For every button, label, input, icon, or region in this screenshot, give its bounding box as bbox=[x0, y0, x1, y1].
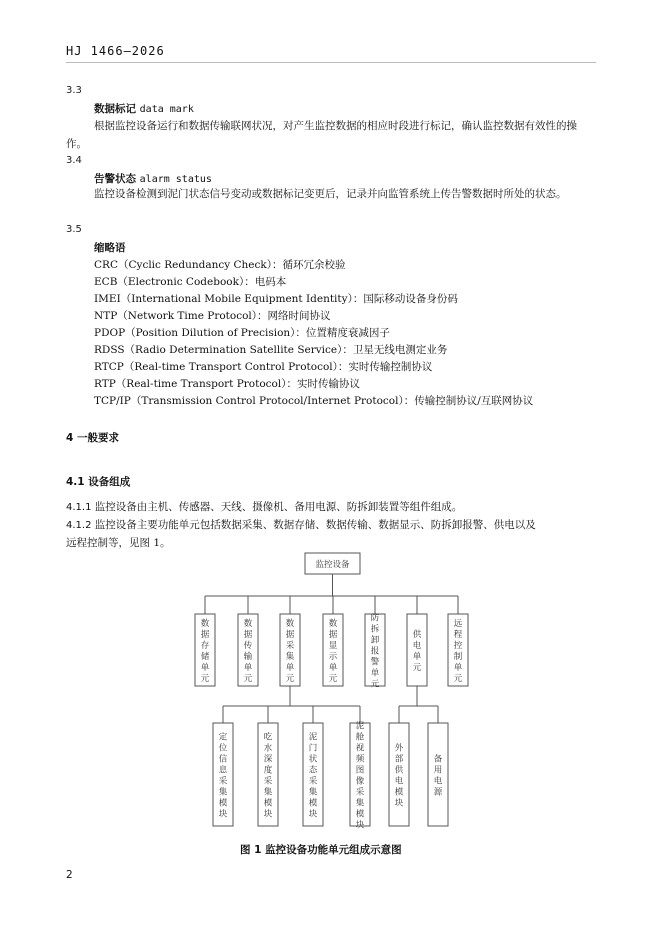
acquisition-module-node-label: 吃水深度采集模块 bbox=[263, 732, 273, 820]
document-code: HJ 1466—2026 bbox=[66, 44, 165, 58]
clause-number: 4.1.1 bbox=[66, 502, 92, 513]
acquisition-module-node-label: 泥门状态采集模块 bbox=[308, 732, 318, 820]
unit-node-label: 供电单元 bbox=[412, 630, 422, 673]
clause-number-3-3: 3.3 bbox=[66, 85, 82, 96]
term-zh: 数据标记 bbox=[94, 103, 136, 115]
acquisition-module-node bbox=[258, 723, 278, 826]
clause-number-3-5: 3.5 bbox=[66, 224, 82, 235]
definition-3-3: 根据监控设备运行和数据传输联网状况，对产生监控数据的相应时段进行标记，确认监控数据有效性的操作。 bbox=[66, 120, 577, 150]
abbreviation-item: TCP/IP（Transmission Control Protocol/Internet Protocol）：传输控制协议/互联网协议 bbox=[94, 395, 534, 407]
unit-node-label: 远程控制单元 bbox=[453, 619, 463, 684]
acquisition-module-node bbox=[213, 723, 233, 826]
page-number: 2 bbox=[66, 869, 73, 881]
acquisition-module-node-label: 泥舱视频图像采集模块 bbox=[355, 721, 365, 831]
section-4-1-heading: 4.1 设备组成 bbox=[66, 476, 131, 488]
unit-node-label: 数据传输单元 bbox=[243, 619, 253, 684]
abbreviation-item: NTP（Network Time Protocol）：网络时间协议 bbox=[94, 310, 331, 322]
abbreviation-item: RTP（Real-time Transport Protocol）：实时传输协议 bbox=[94, 378, 360, 390]
acquisition-module-node bbox=[350, 722, 370, 831]
unit-node bbox=[323, 614, 343, 686]
abbreviations-title: 缩略语 bbox=[94, 242, 126, 254]
abbreviation-item: PDOP（Position Dilution of Precision）：位置精度衰减因子 bbox=[94, 327, 390, 339]
abbreviation-item: CRC（Cyclic Redundancy Check）：循环冗余校验 bbox=[94, 259, 346, 271]
section-4-heading: 4 一般要求 bbox=[66, 432, 119, 444]
unit-node bbox=[238, 614, 258, 686]
term-en: data mark bbox=[139, 104, 194, 115]
term-en: alarm status bbox=[139, 174, 212, 185]
clause-number: 4.1.2 bbox=[66, 520, 92, 531]
abbreviation-item: IMEI（International Mobile Equipment Identity）：国际移动设备身份码 bbox=[94, 293, 458, 305]
unit-node-label: 数据存储单元 bbox=[200, 619, 210, 684]
acquisition-module-node-label: 定位信息采集模块 bbox=[218, 732, 228, 820]
unit-node bbox=[280, 614, 300, 686]
term-zh: 告警状态 bbox=[94, 173, 136, 185]
power-module-node bbox=[389, 723, 409, 826]
unit-node-label: 防拆卸报警单元 bbox=[370, 613, 380, 690]
clause-number-3-4: 3.4 bbox=[66, 155, 82, 166]
clause-text: 监控设备主要功能单元包括数据采集、数据存储、数据传输、数据显示、防拆卸报警、供电以及 bbox=[94, 519, 536, 531]
power-module-node bbox=[428, 723, 448, 826]
definition-3-4: 监控设备检测到泥门状态信号变动或数据标记变更后，记录并向监管系统上传告警数据时所处的状态。 bbox=[94, 188, 567, 200]
figure-caption: 图 1 监控设备功能单元组成示意图 bbox=[240, 844, 402, 856]
abbreviation-item: RTCP（Real-time Transport Control Protocol）：实时传输控制协议 bbox=[94, 361, 433, 373]
unit-node bbox=[365, 614, 385, 690]
unit-node bbox=[448, 614, 468, 686]
unit-node bbox=[407, 614, 427, 686]
unit-node-label: 数据采集单元 bbox=[285, 619, 295, 684]
power-module-node-label: 备用电源 bbox=[433, 754, 443, 798]
power-module-node-label: 外部供电模块 bbox=[394, 743, 404, 809]
abbreviation-item: ECB（Electronic Codebook）：电码本 bbox=[94, 276, 287, 288]
unit-node bbox=[195, 614, 215, 686]
abbreviation-item: RDSS（Radio Determination Satellite Service）：卫星无线电测定业务 bbox=[94, 344, 448, 356]
root-label: 监控设备 bbox=[315, 560, 350, 570]
acquisition-module-node bbox=[303, 723, 323, 826]
clause-4-1-2-continued: 远程控制等，见图 1。 bbox=[66, 537, 171, 549]
unit-node-label: 数据显示单元 bbox=[328, 619, 338, 684]
clause-text: 监控设备由主机、传感器、天线、摄像机、备用电源、防拆卸装置等组件组成。 bbox=[94, 501, 463, 513]
